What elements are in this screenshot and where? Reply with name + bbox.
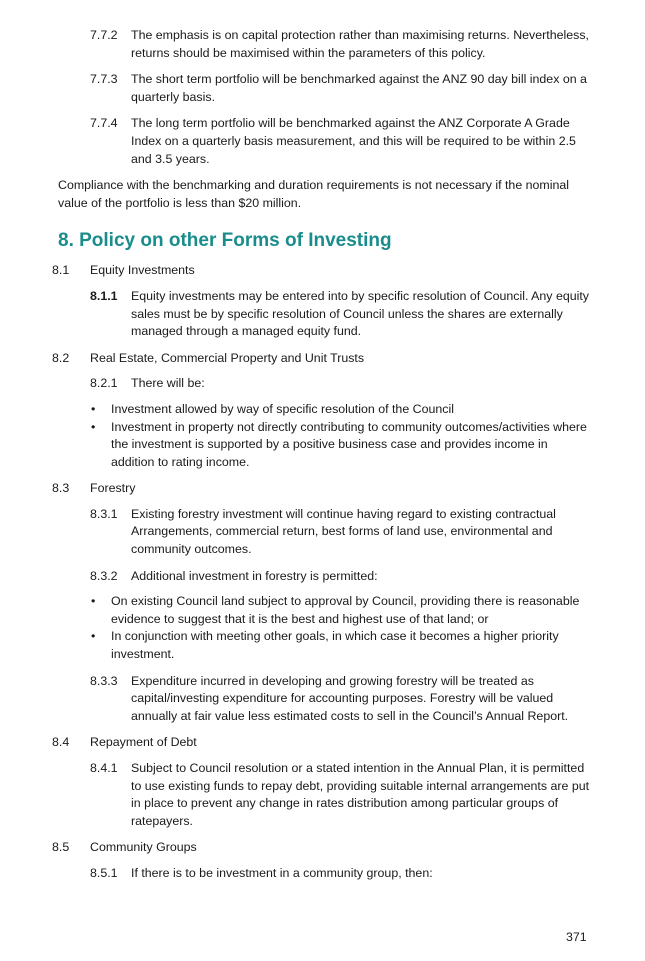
clause-text: There will be: <box>131 376 205 391</box>
clause-text: The long term portfolio will be benchmarked against the ANZ Corporate A Grade Index on a quarterly basis measurement, and this will be required to be within 2.5 and 3.5 years. <box>131 116 576 166</box>
clause-7-7-2 <box>90 27 590 62</box>
bullet-item <box>90 401 590 419</box>
section-title: Community Groups <box>90 840 197 855</box>
clause-7-7-3 <box>90 71 590 106</box>
clause-number: 8.3.3 <box>90 673 118 688</box>
bullet-icon: • <box>91 401 96 416</box>
section-8-2 <box>52 350 592 368</box>
clause-text: Existing forestry investment will continue having regard to existing contractual Arrangements, commercial return, best forms of land use, environmental and community outcomes. <box>131 506 556 557</box>
clause-7-7-4 <box>90 115 590 168</box>
clause-8-1-1 <box>90 288 590 341</box>
clause-text: If there is to be investment in a community group, then: <box>131 865 433 880</box>
compliance-paragraph: Compliance with the benchmarking and duration requirements is not necessary if the nominal value of the portfolio is less than $20 million. <box>58 178 570 210</box>
clause-8-3-2 <box>90 568 590 586</box>
clause-number: 8.2.1 <box>90 376 118 391</box>
clause-text: Additional investment in forestry is permitted: <box>131 568 378 583</box>
bullet-icon: • <box>91 594 96 609</box>
clause-8-2-1 <box>90 375 590 393</box>
section-title: Forestry <box>90 481 136 496</box>
clause-8-3-3 <box>90 673 590 726</box>
bullet-icon: • <box>91 629 96 644</box>
bullet-item <box>90 419 590 472</box>
section-number: 8.3 <box>52 481 70 496</box>
clause-text: Subject to Council resolution or a stated intention in the Annual Plan, it is permitted to use existing funds to repay debt, providing suitable internal arrangements are put in place to prevent any change in rates distribution among particular groups of ratepayers. <box>131 761 590 828</box>
clause-text: The emphasis is on capital protection rather than maximising returns. Nevertheless, returns should be maximised within the parameters of this policy. <box>131 28 589 60</box>
bullet-item <box>90 628 590 663</box>
clause-number: 8.1.1 <box>90 288 118 303</box>
clause-number: 7.7.3 <box>90 72 118 87</box>
section-title: Real Estate, Commercial Property and Unit Trusts <box>90 350 365 365</box>
section-8-1 <box>52 262 592 280</box>
clause-text: Equity investments may be entered into by specific resolution of Council. Any equity sales must be by specific resolution of Council unless the shares are externally managed through a managed equity fund. <box>131 288 590 339</box>
clause-8-4-1 <box>90 760 590 830</box>
bullet-text: Investment allowed by way of specific resolution of the Council <box>111 401 454 416</box>
clause-text: The short term portfolio will be benchmarked against the ANZ 90 day bill index on a quarterly basis. <box>131 72 587 104</box>
bullet-item <box>90 593 590 628</box>
section-title: Repayment of Debt <box>90 735 197 750</box>
clause-number: 8.5.1 <box>90 865 118 880</box>
bullet-text: In conjunction with meeting other goals, in which case it becomes a higher priority investment. <box>111 629 559 662</box>
section-8-5 <box>52 839 592 857</box>
document-page <box>0 27 645 961</box>
page-number: 371 <box>566 930 587 944</box>
section-8-3 <box>52 480 592 498</box>
bullet-text: Investment in property not directly contributing to community outcomes/activities where the investment is supported by a positive business case and provides income in addition to rating income. <box>111 419 587 469</box>
clause-number: 7.7.4 <box>90 116 118 131</box>
bullet-text: On existing Council land subject to approval by Council, providing there is reasonable evidence to suggest that it is the best and highest use of that land; or <box>111 594 580 626</box>
clause-number: 8.3.2 <box>90 568 118 583</box>
section-heading: 8. Policy on other Forms of Investing <box>58 230 392 252</box>
section-title: Equity Investments <box>90 263 195 278</box>
bullet-icon: • <box>91 419 96 434</box>
section-8-4 <box>52 734 592 752</box>
clause-8-5-1 <box>90 865 590 883</box>
clause-number: 7.7.2 <box>90 28 118 42</box>
section-number: 8.4 <box>52 735 70 750</box>
section-number: 8.5 <box>52 840 70 855</box>
section-number: 8.1 <box>52 263 70 278</box>
section-number: 8.2 <box>52 350 70 365</box>
clause-text: Expenditure incurred in developing and growing forestry will be treated as capital/investing expenditure for accounting purposes. Forestry will be valued annually at fair value less estimated costs to sell in the Council’s Annual Report. <box>131 673 569 723</box>
clause-8-3-1 <box>90 506 590 559</box>
clause-number: 8.4.1 <box>90 761 118 775</box>
clause-number: 8.3.1 <box>90 506 118 521</box>
